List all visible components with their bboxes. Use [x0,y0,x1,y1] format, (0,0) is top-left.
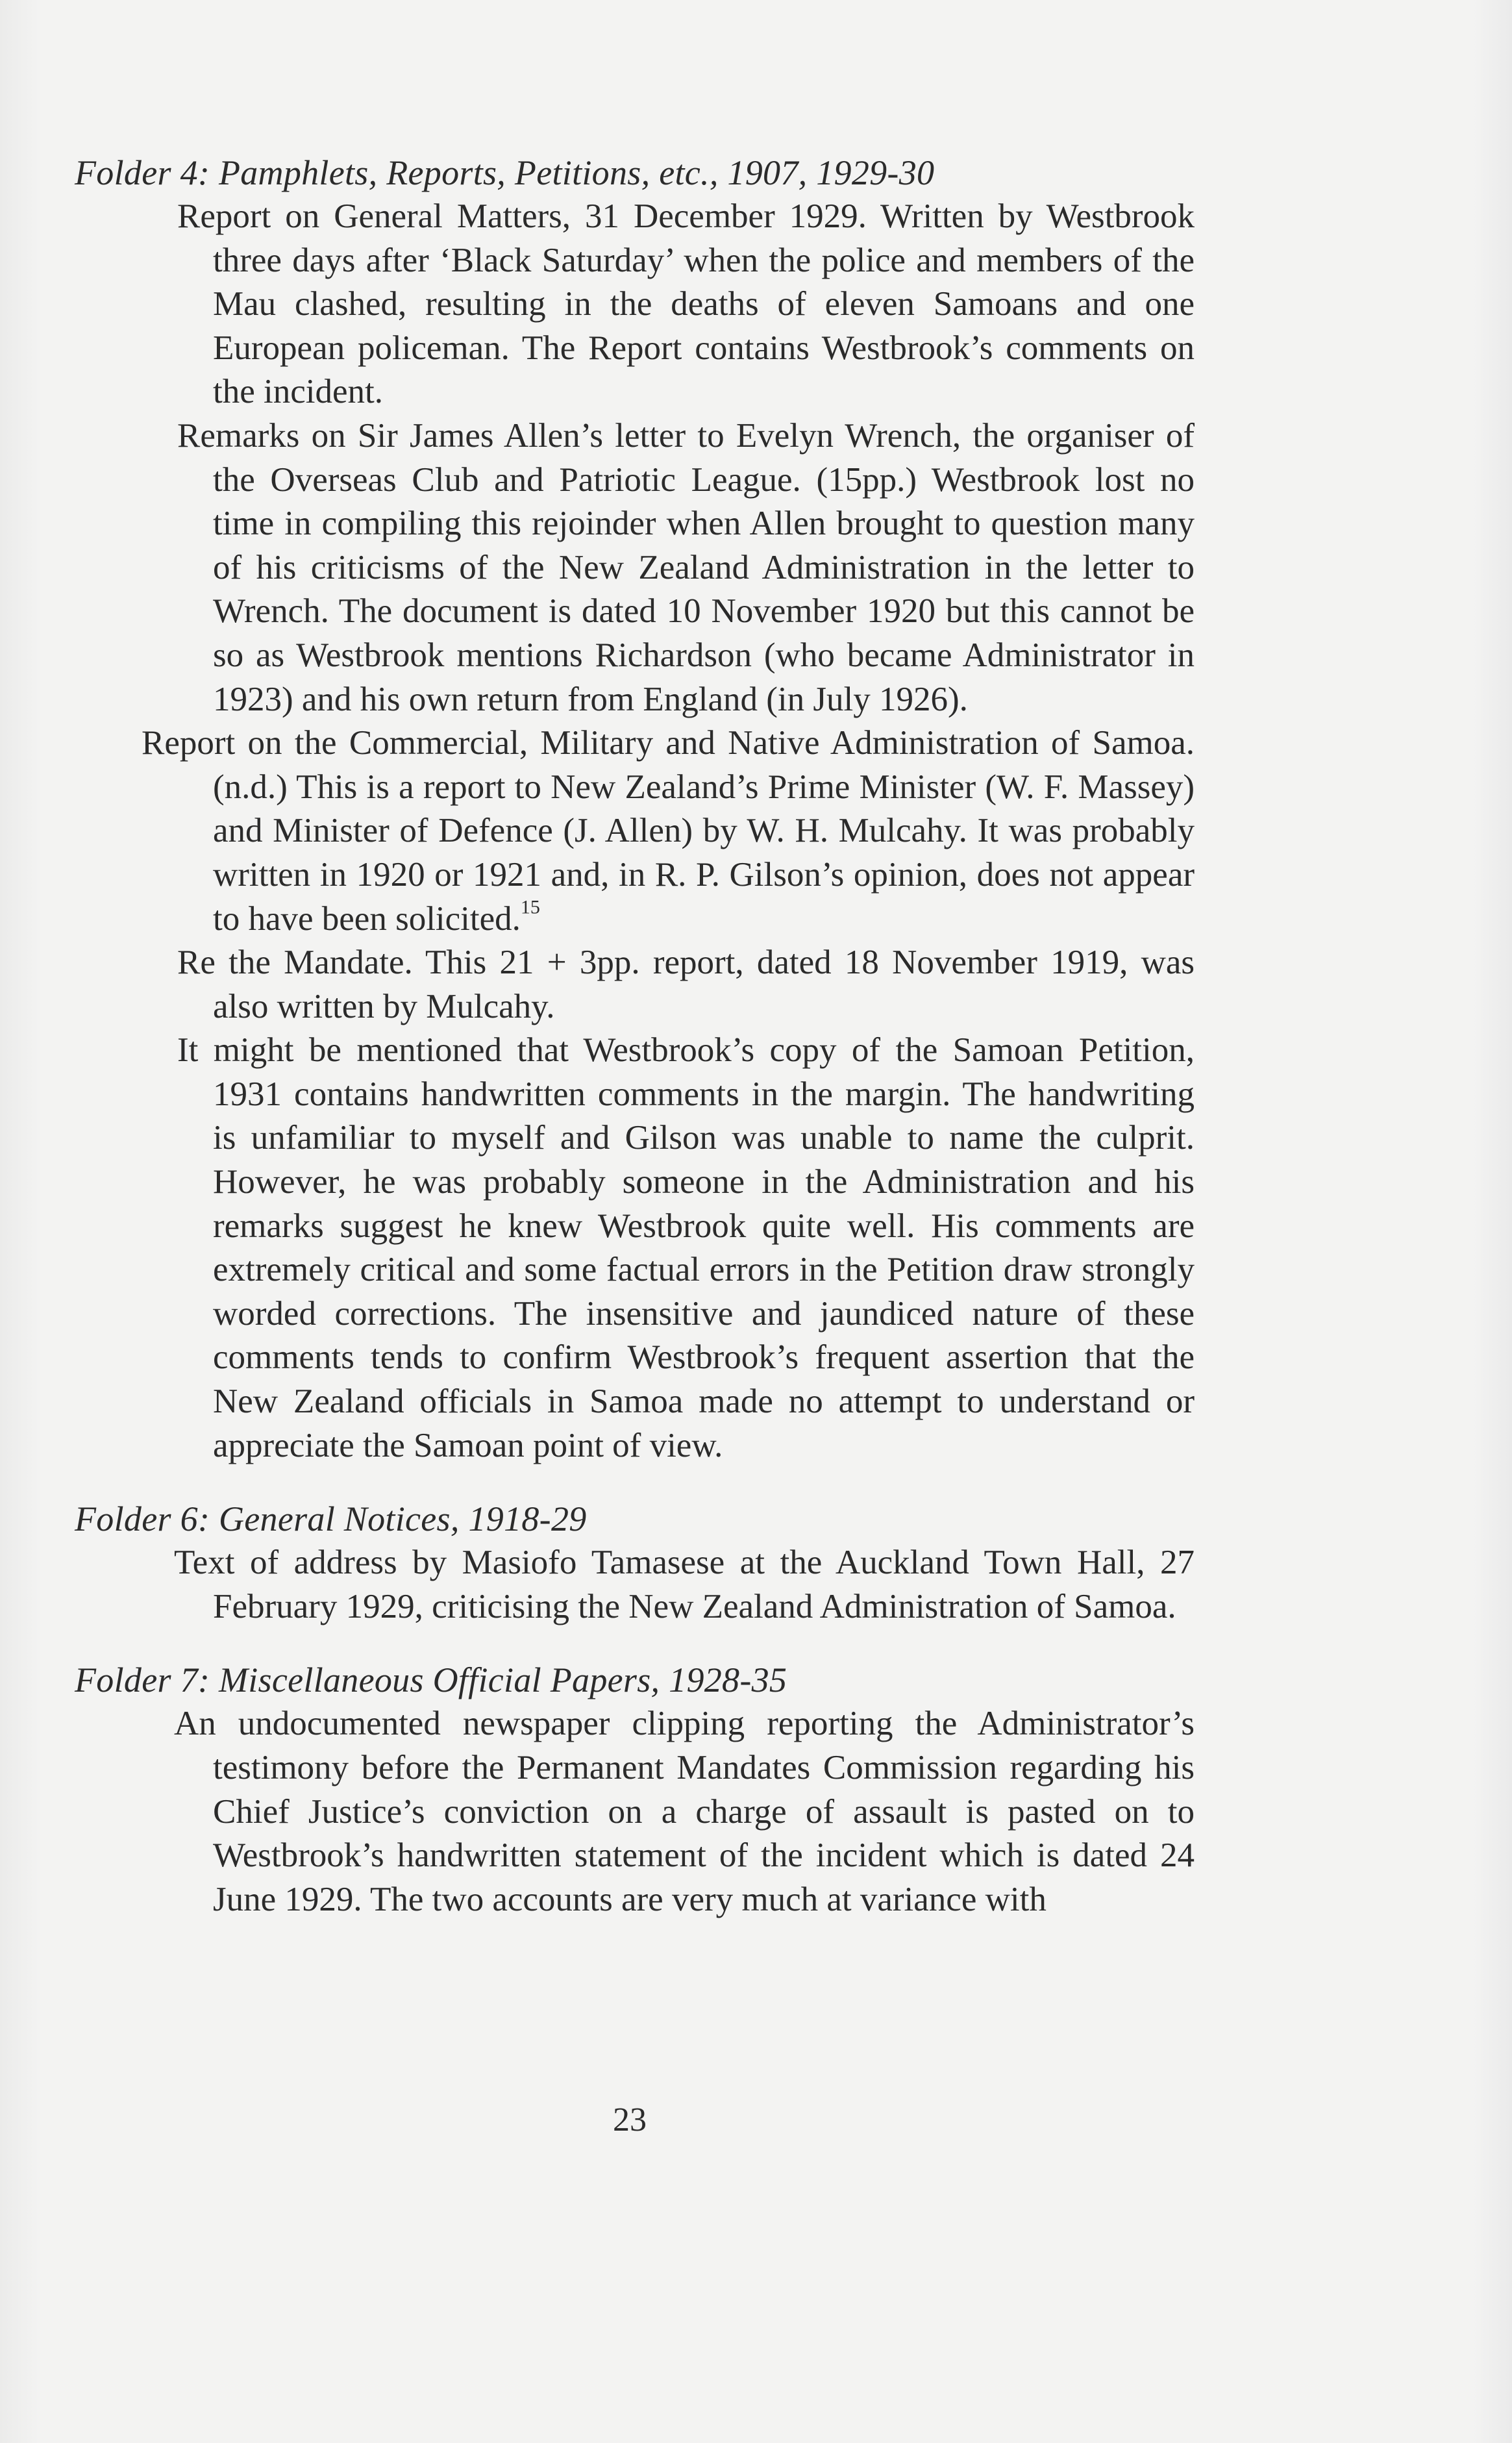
section-spacer [75,1468,1195,1497]
entry-report-commercial-military-text: Report on the Commercial, Military and Native Administration of Samoa. (n.d.) This is a report to New Zealand’s Prime Minister (W. F. Massey) and Minister of Defence (J. Allen) by W. H. Mulcahy. It was probably written in 1920 or 1921 and, in R. P. Gilson’s opinion, does not appear to have been solicited. [142,724,1195,938]
footnote-marker: 15 [520,896,540,918]
entry-remarks-james-allen: Remarks on Sir James Allen’s letter to Evelyn Wrench, the organiser of the Overseas Club and Patriotic League. (15pp.) Westbrook lost no time in compiling this rejoinder when Allen brought to question many of his criticisms of the New Zealand Administration in the letter to Wrench. The document is dated 10 November 1920 but this cannot be so as Westbrook mentions Richardson (who became Administrator in 1923) and his own return from England (in July 1926). [177,416,1195,718]
section-heading-folder-6: Folder 6: General Notices, 1918-29 [75,1499,587,1539]
page-number: 23 [613,2101,647,2138]
section-heading-folder-4: Folder 4: Pamphlets, Reports, Petitions, etc., 1907, 1929-30 [75,153,935,192]
entry-report-commercial-military [75,721,1195,941]
entry-samoan-petition-comment: It might be mentioned that Westbrook’s copy of the Samoan Petition, 1931 contains handwritten comments in the margin. The handwriting is unfamiliar to myself and Gilson was unable to name the culprit. However, he was probably someone in the Administration and his remarks suggest he knew Westbrook quite well. His comments are extremely critical and some factual errors in the Petition draw strongly worded corrections. The insensitive and jaundiced nature of these comments tends to confirm Westbrook’s frequent assertion that the New Zealand officials in Samoa made no attempt to understand or appreciate the Samoan point of view. [177,1031,1195,1464]
entry-newspaper-clipping: An undocumented newspaper clipping reporting the Administrator’s testimony before the Permanent Mandates Commission regarding his Chief Justice’s conviction on a charge of assault is pasted on to Westbrook’s handwritten statement of the incident which is dated 24 June 1929. The two accounts are very much at variance with [174,1705,1195,1918]
section-spacer [75,1629,1195,1658]
section-heading-folder-7: Folder 7: Miscellaneous Official Papers, 1928-35 [75,1660,787,1700]
entry-address-masiofo-tamasese: Text of address by Masiofo Tamasese at the Auckland Town Hall, 27 February 1929, criticising the New Zealand Administration of Samoa. [174,1544,1195,1625]
document-body [75,151,1195,1922]
entry-report-general-matters: Report on General Matters, 31 December 1929. Written by Westbrook three days after ‘Black Saturday’ when the police and members of the Mau clashed, resulting in the deaths of eleven Samoans and one European policeman. The Report contains Westbrook’s comments on the incident. [177,197,1195,411]
entry-re-the-mandate: Re the Mandate. This 21 + 3pp. report, dated 18 November 1919, was also written by Mulcahy. [177,944,1195,1025]
